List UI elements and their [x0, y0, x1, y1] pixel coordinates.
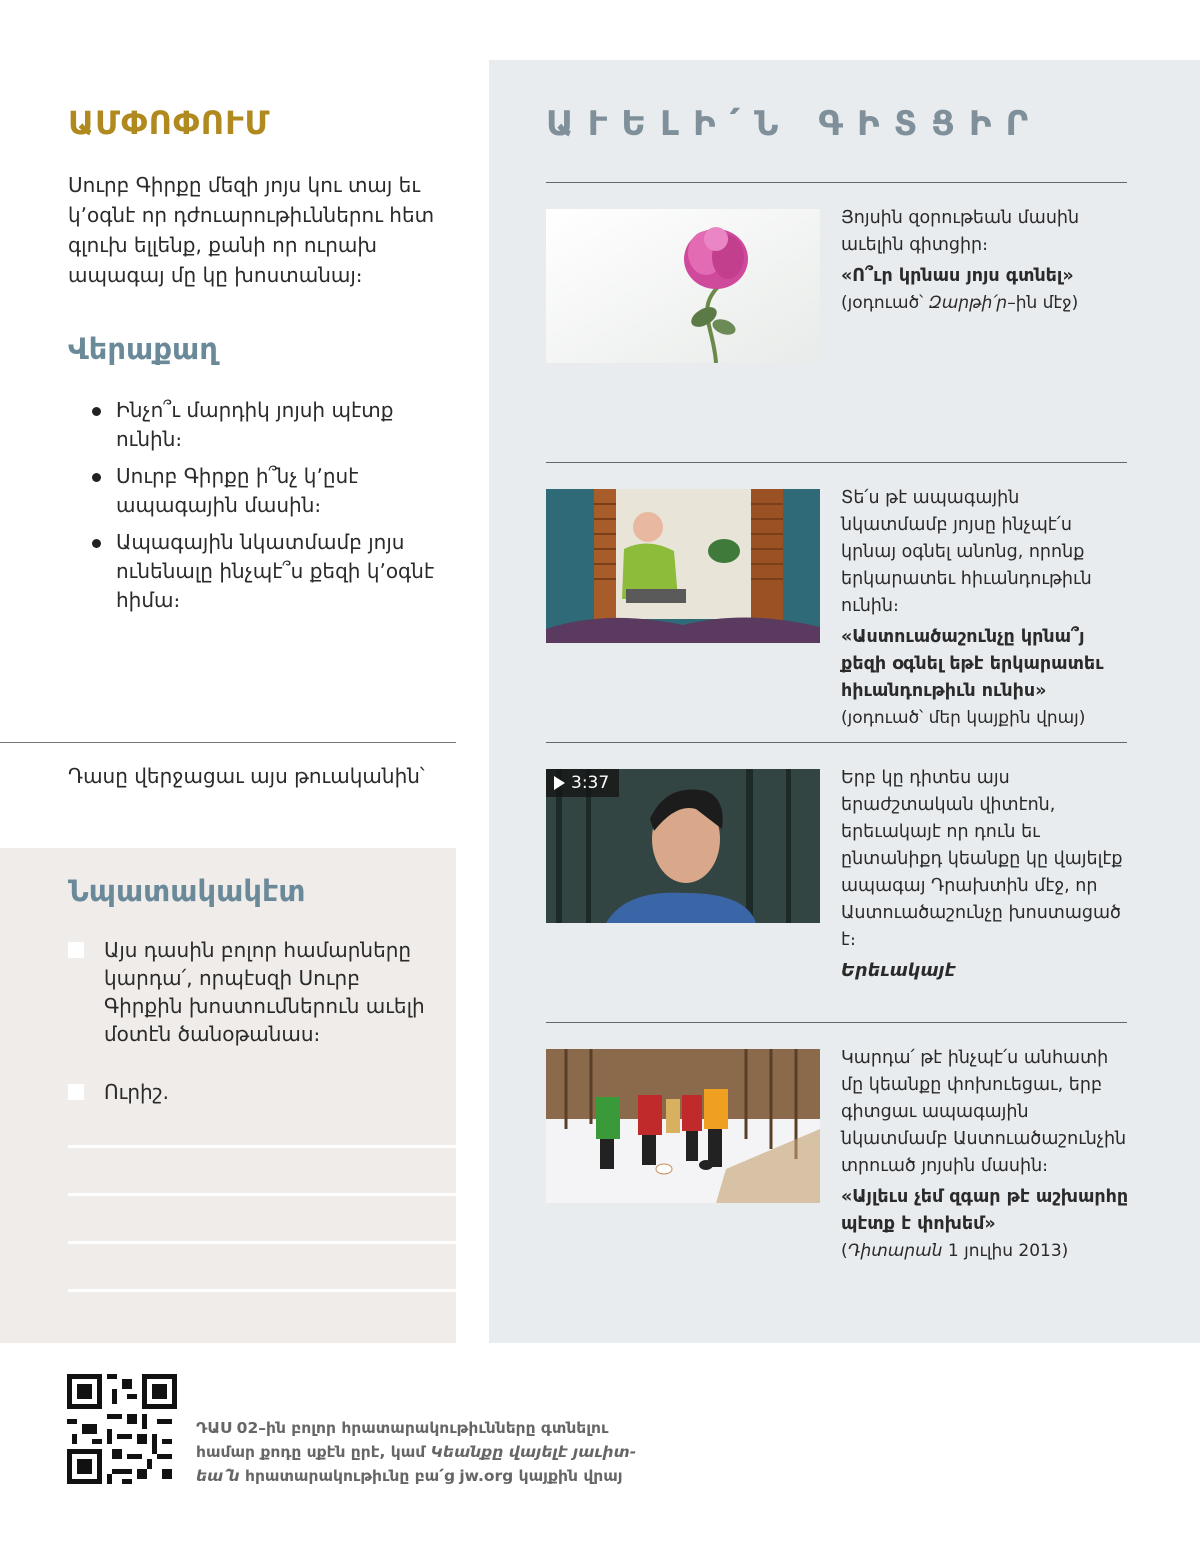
- divider: [546, 1022, 1127, 1023]
- play-icon: [554, 776, 565, 790]
- bullet-icon: [92, 407, 101, 416]
- review-item: Ապագային նկատմամբ յոյս ունենալը ինչպէ՞ս քեզի կ՚օգնէ հիմա։: [90, 528, 440, 615]
- video-link[interactable]: Երեւակայէ: [841, 961, 956, 981]
- man-looking-up-video[interactable]: [546, 769, 820, 923]
- completed-date-label: Դասը վերջացաւ այս թուականին՝: [68, 764, 425, 788]
- learn-more-item: [841, 765, 1131, 985]
- summary-text: Սուրբ Գիրքը մեզի յոյս կու տայ եւ կ՚օգնէ որ դժուարութիւններու հետ գլուխ ելլենք, քանի որ ուրախ ապագայ մը կը խոստանայ։: [68, 173, 435, 287]
- divider: [546, 742, 1127, 743]
- write-line[interactable]: [68, 1241, 456, 1244]
- learn-more-title: ԱՒԵԼԻ՛Ն ԳԻՏՑԻՐ: [546, 104, 1043, 144]
- article-link[interactable]: «Այլեւս չեմ զգար թէ աշխարհը պէտք է փոխեմ»: [841, 1187, 1129, 1234]
- review-item: Սուրբ Գիրքը ի՞նչ կ՚ըսէ ապագային մասին։: [90, 462, 440, 520]
- item-source: (յօդուած՝ Զարթի՛ր–ին մէջ): [841, 293, 1079, 313]
- write-line[interactable]: [68, 1193, 456, 1196]
- goal-item: [68, 1078, 428, 1108]
- goal-item: [68, 936, 428, 1051]
- item-source: (յօդուած՝ մեր կայքին վրայ): [841, 708, 1086, 728]
- summary-title: ԱՄՓՈՓՈՒՄ: [68, 104, 271, 142]
- article-link[interactable]: «Ո՞ւր կրնաս յոյս գտնել»: [841, 266, 1074, 286]
- bullet-icon: [92, 473, 101, 482]
- item-intro: Տե՛ս թէ ապագային նկատմամբ յոյսը ինչպէ՛ս կրնայ օգնել անոնց, որոնք երկարատեւ հիւանդութիւն ունին։: [841, 488, 1092, 616]
- article-link[interactable]: «Աստուածաշունչը կրնա՞յ քեզի օգնել եթէ երկարատեւ հիւանդութիւն ունիս»: [841, 627, 1104, 701]
- review-list: [90, 396, 440, 623]
- learn-more-item: [841, 1045, 1131, 1265]
- item-intro: Յոյսին զօրութեան մասին աւելին գիտցիր։: [841, 208, 1080, 255]
- goal-item-text: Ուրիշ.: [104, 1080, 170, 1104]
- divider: [546, 182, 1127, 183]
- qr-code-icon[interactable]: [67, 1374, 177, 1484]
- goal-title: Նպատակակէտ: [68, 874, 306, 908]
- divider: [546, 462, 1127, 463]
- item-intro: Կարդա՛ թէ ինչպէ՛ս անհատի մը կեանքը փոխուեցաւ, երբ գիտցաւ ապագային նկատմամբ Աստուածաշունչին տրուած յոյսին մասին։: [841, 1048, 1127, 1176]
- review-item: Ինչո՞ւ մարդիկ յոյսի պէտք ունին։: [90, 396, 440, 454]
- review-title: Վերաքաղ: [68, 332, 218, 366]
- footer-text: ԴԱՍ 02–ին բոլոր հրատարակութիւնները գտնելու համար քոդը սքէն ըրէ, կամ Կեանքը վայելէ յաւիտ- եա՛ն հրատարակութիւնը բա՛ց jw.org կայքին վրայ: [196, 1419, 637, 1485]
- item-source: (Դիտարան 1 յուլիս 2013): [841, 1241, 1069, 1261]
- checkbox[interactable]: [68, 942, 84, 958]
- learn-more-item: [841, 205, 1131, 317]
- divider: [0, 742, 456, 743]
- write-line[interactable]: [68, 1289, 456, 1292]
- item-intro: Երբ կը դիտես այս երաժշտական վիտէոն, երեւակայէ որ դուն եւ ընտանիքդ կեանքը կը վայելէք ապագայ Դրախտին մէջ, որ Աստուածաշունչը խոստացած է։: [841, 768, 1123, 950]
- write-line[interactable]: [68, 1145, 456, 1148]
- bullet-icon: [92, 539, 101, 548]
- learn-more-item: [841, 485, 1131, 732]
- checkbox[interactable]: [68, 1084, 84, 1100]
- video-duration-badge: 3:37: [546, 769, 619, 797]
- pink-flower-image[interactable]: [546, 209, 820, 363]
- family-walking-in-snow-image[interactable]: [546, 1049, 820, 1203]
- goal-item-text: Այս դասին բոլոր համարները կարդա՛, որպէսզի Սուրբ Գիրքին խոստումներուն աւելի մօտէն ծանօթանաս։: [104, 938, 425, 1046]
- man-in-wheelchair-image[interactable]: [546, 489, 820, 643]
